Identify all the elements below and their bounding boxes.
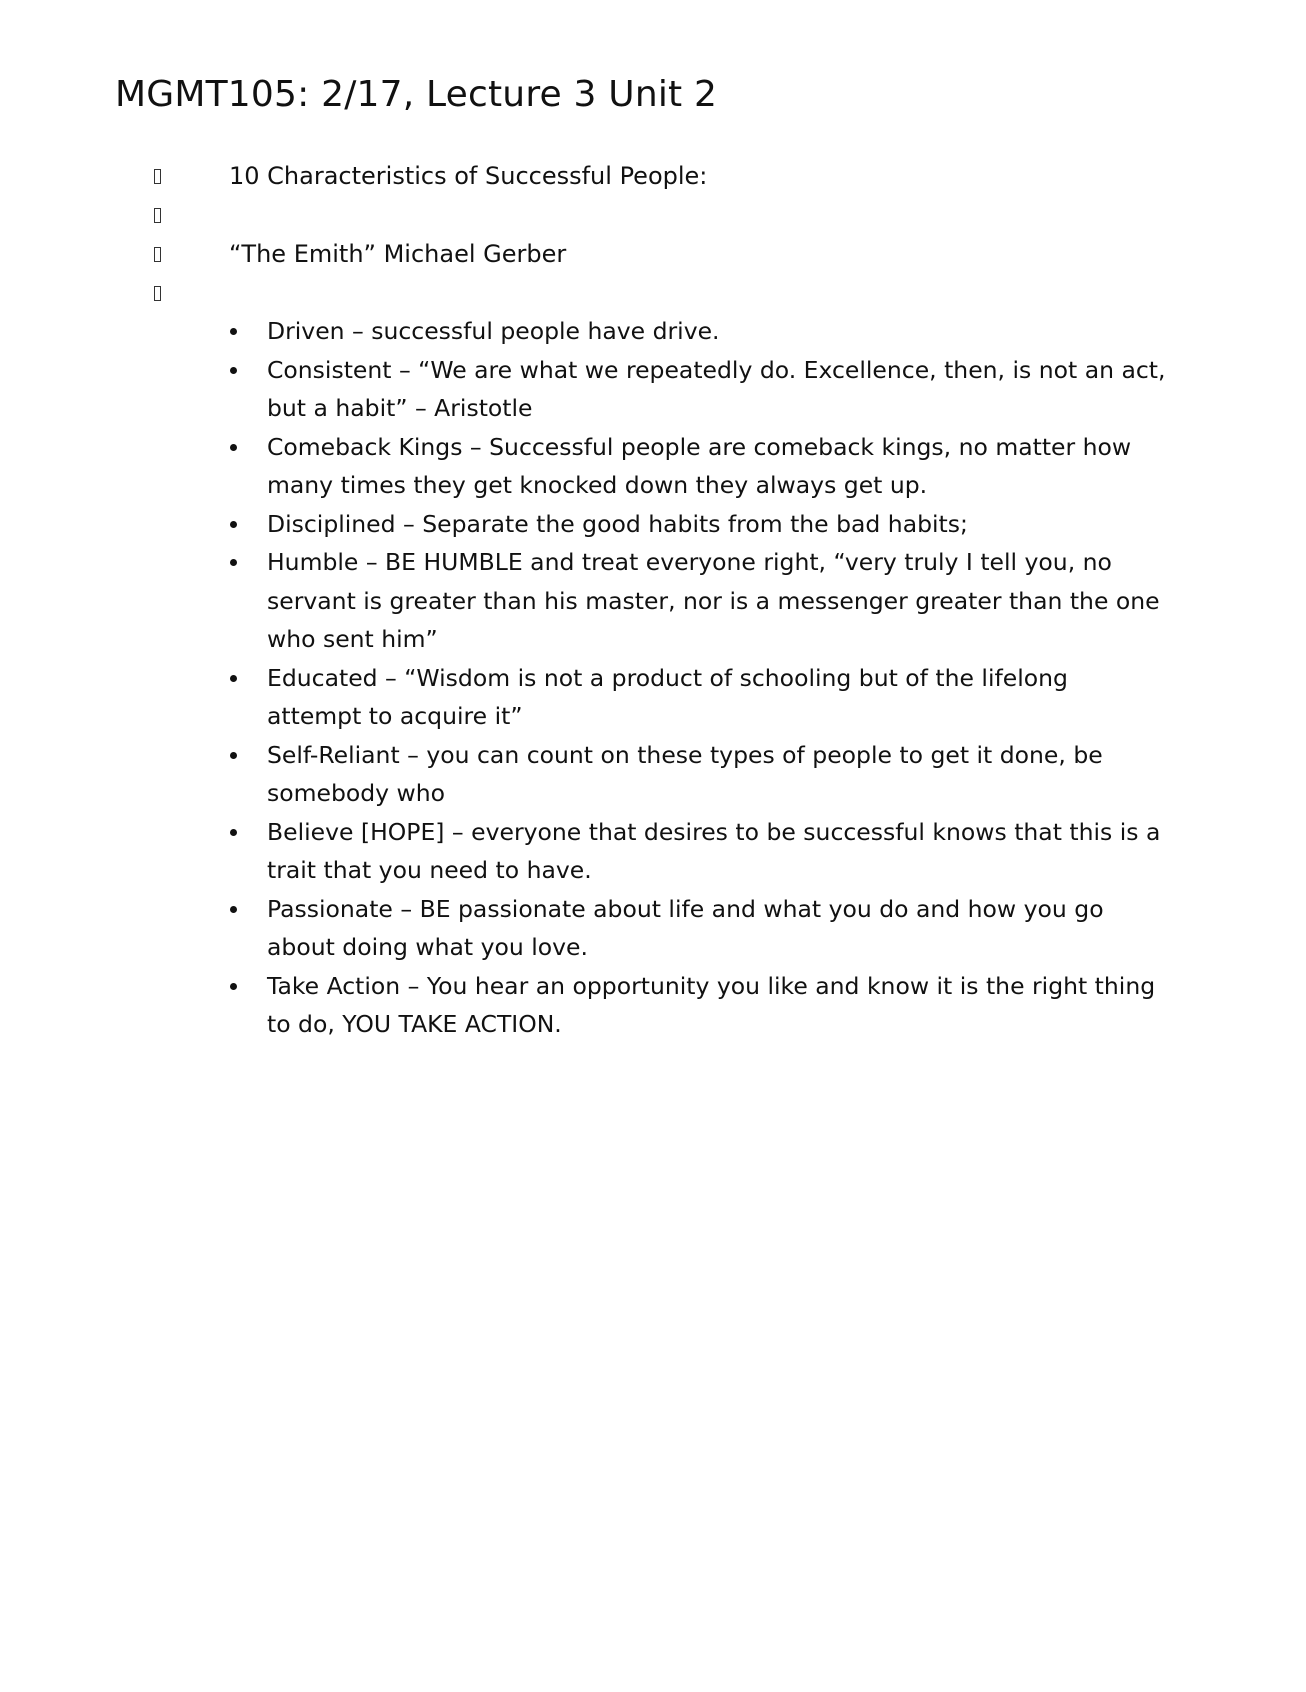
characteristic-humble: [228, 543, 1168, 659]
document-title: MGMT105: 2/17, Lecture 3 Unit 2: [115, 74, 718, 115]
characteristic-disciplined: [228, 505, 1168, 544]
characteristic-text: Comeback Kings – Successful people are comeback kings, no matter how many times they get knocked down they always get up.: [267, 432, 1132, 499]
characteristic-text: Disciplined – Separate the good habits from the bad habits;: [267, 509, 968, 538]
bullet-icon: [230, 559, 237, 566]
bullet-icon: [230, 444, 237, 451]
characteristic-take-action: [228, 967, 1168, 1044]
intro-text: “The Emith” Michael Gerber: [229, 240, 567, 268]
bullet-icon: [230, 983, 237, 990]
bullet-icon: [230, 906, 237, 913]
intro-item-3: [150, 235, 1150, 274]
bullet-icon: [230, 752, 237, 759]
characteristic-self-reliant: [228, 736, 1168, 813]
characteristic-consistent: [228, 351, 1168, 428]
characteristic-believe: [228, 813, 1168, 890]
intro-item-4: [150, 274, 1150, 313]
missing-glyph-icon: [154, 169, 161, 184]
characteristic-passionate: [228, 890, 1168, 967]
intro-item-1: [150, 157, 1150, 196]
bullet-icon: [230, 367, 237, 374]
characteristic-text: Consistent – “We are what we repeatedly do. Excellence, then, is not an act, but a habit” – Aristotle: [267, 355, 1166, 422]
intro-text: 10 Characteristics of Successful People:: [229, 162, 708, 190]
characteristics-list: [228, 312, 1168, 1044]
missing-glyph-icon: [154, 208, 161, 223]
characteristic-text: Self-Reliant – you can count on these types of people to get it done, be somebody who: [267, 740, 1103, 807]
characteristic-comeback-kings: [228, 428, 1168, 505]
intro-list: [150, 157, 1150, 313]
characteristic-educated: [228, 659, 1168, 736]
bullet-icon: [230, 675, 237, 682]
bullet-icon: [230, 521, 237, 528]
characteristic-text: Believe [HOPE] – everyone that desires to be successful knows that this is a trait that you need to have.: [267, 817, 1161, 884]
bullet-icon: [230, 328, 237, 335]
intro-item-2: [150, 196, 1150, 235]
characteristic-text: Take Action – You hear an opportunity you like and know it is the right thing to do, YOU TAKE ACTION.: [267, 971, 1156, 1038]
missing-glyph-icon: [154, 247, 161, 262]
bullet-icon: [230, 829, 237, 836]
characteristic-driven: [228, 312, 1168, 351]
missing-glyph-icon: [154, 286, 161, 301]
characteristic-text: Driven – successful people have drive.: [267, 317, 720, 345]
characteristic-text: Passionate – BE passionate about life and what you do and how you go about doing what you love.: [267, 894, 1104, 961]
characteristic-text: Humble – BE HUMBLE and treat everyone right, “very truly I tell you, no servant is greater than his master, nor is a messenger greater than the one who sent him”: [267, 548, 1160, 653]
characteristic-text: Educated – “Wisdom is not a product of schooling but of the lifelong attempt to acquire it”: [267, 663, 1068, 730]
